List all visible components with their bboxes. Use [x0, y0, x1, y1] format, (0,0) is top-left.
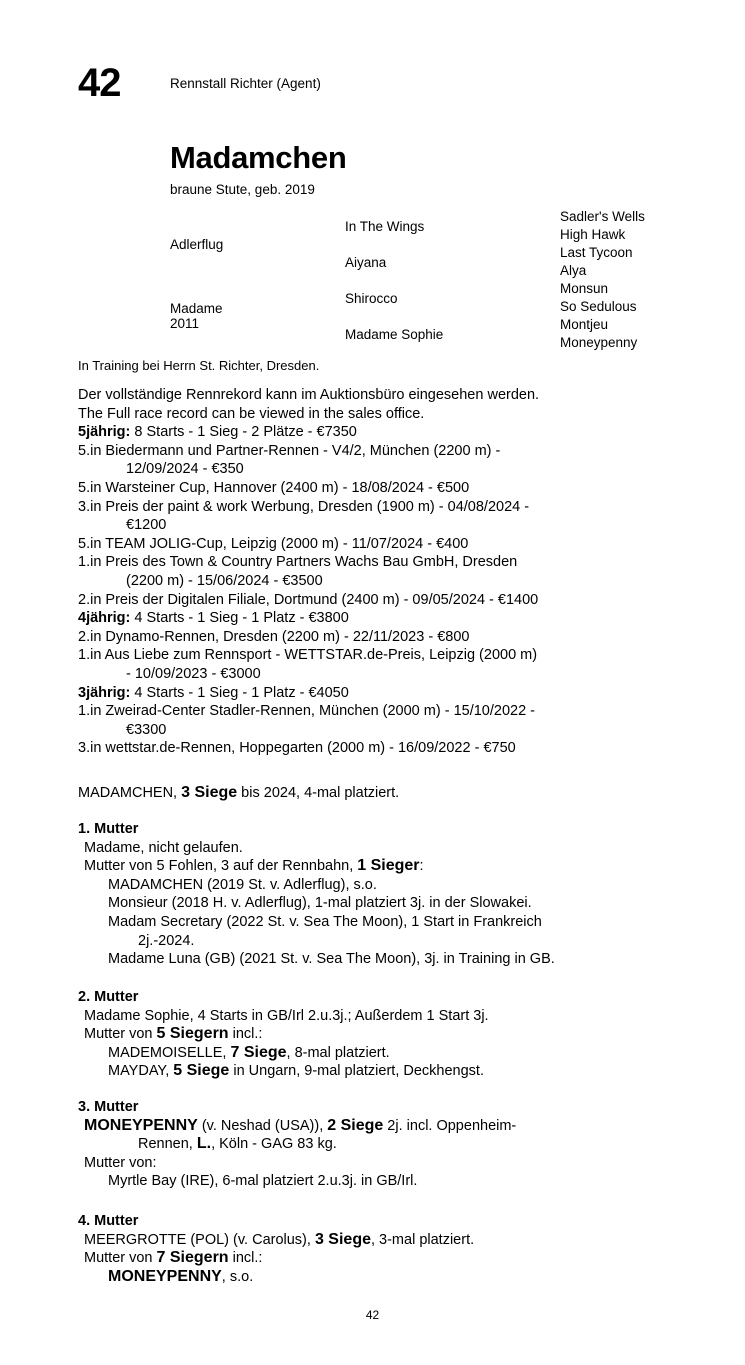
- dam-line-text: (v. Neshad (USA)),: [197, 1117, 328, 1134]
- pedigree-sire-dam: Aiyana: [345, 254, 387, 270]
- dam-line: [78, 1154, 698, 1173]
- dam-line: [78, 913, 698, 932]
- dam-line: [78, 1231, 698, 1250]
- season-summary: 4jährig: 4 Starts - 1 Sieg - 1 Platz - €3800: [78, 610, 349, 627]
- dam-section-1: [78, 820, 698, 969]
- season-summary: 3jährig: 4 Starts - 1 Sieg - 1 Platz - €4050: [78, 684, 349, 701]
- dam-line: [78, 1007, 698, 1026]
- pedigree-sire-row: [170, 208, 710, 280]
- career-summary-wins: 3 Siege: [181, 784, 238, 801]
- dam-line: [78, 876, 698, 895]
- dam-line: [78, 1135, 698, 1154]
- dam-line-text: Myrtle Bay (IRE), 6-mal platziert 2.u.3j. in GB/Irl.: [108, 1173, 418, 1190]
- race-line-continuation: - 10/09/2023 - €3000: [126, 665, 261, 682]
- career-summary-prefix: MADAMCHEN,: [78, 785, 182, 801]
- pedigree-dam-sire: Shirocco: [345, 290, 398, 306]
- dam-line: [78, 1062, 698, 1081]
- race-line: 5.in Warsteiner Cup, Hannover (2400 m) - 18/08/2024 - €500: [78, 479, 470, 496]
- race-record-note-de: Der vollständige Rennrekord kann im Auktionsbüro eingesehen werden.: [78, 387, 540, 403]
- race-line-continuation: (2200 m) - 15/06/2024 - €3500: [126, 572, 323, 589]
- career-summary-suffix: bis 2024, 4-mal platziert.: [237, 785, 400, 801]
- race-line: 3.in Preis der paint & work Werbung, Dresden (1900 m) - 04/08/2024 -: [78, 498, 530, 515]
- dam-line: [78, 1044, 698, 1063]
- dam-line-emphasis: 5 Siegern: [156, 1025, 229, 1043]
- race-line: 1.in Preis des Town & Country Partners Wachs Bau GmbH, Dresden: [78, 554, 518, 571]
- dam-line-text: , Köln - GAG 83 kg.: [211, 1136, 337, 1153]
- dam-line-text: Madame, nicht gelaufen.: [84, 839, 243, 856]
- dam-line-emphasis: MONEYPENNY: [84, 1116, 198, 1134]
- dam-line-text: incl.:: [228, 1026, 263, 1043]
- training-note: In Training bei Herrn St. Richter, Dresden.: [78, 358, 320, 373]
- dam-line-text: , s.o.: [221, 1268, 254, 1285]
- horse-name: Madamchen: [170, 140, 347, 175]
- race-line-continuation: €1200: [126, 517, 167, 534]
- dam-line: [78, 1172, 698, 1191]
- pedigree-sire-sire-dam: High Hawk: [560, 226, 626, 242]
- pedigree-sire: [170, 208, 345, 280]
- dam-line-text: 2j.-2024.: [138, 932, 195, 949]
- horse-description: braune Stute, geb. 2019: [170, 182, 315, 197]
- dam-line-emphasis: L.: [196, 1135, 212, 1153]
- dam-section-2: [78, 988, 698, 1081]
- dam-line-text: Madam Secretary (2022 St. v. Sea The Moon), 1 Start in Frankreich: [108, 913, 542, 930]
- dam-line-emphasis: 7 Siege: [230, 1043, 287, 1061]
- agent-name: Rennstall Richter (Agent): [170, 76, 321, 91]
- race-record-seasons: [78, 423, 678, 758]
- pedigree-dam-sire-dam: So Sedulous: [560, 298, 637, 314]
- dam-line-emphasis: 2 Siege: [327, 1116, 384, 1134]
- season-summary: 5jährig: 8 Starts - 1 Sieg - 2 Plätze - €7350: [78, 424, 357, 441]
- dam-line: [78, 950, 698, 969]
- lot-number: 42: [78, 61, 121, 105]
- race-line: 1.in Zweirad-Center Stadler-Rennen, München (2000 m) - 15/10/2022 -: [78, 703, 535, 720]
- race-line: 5.in Biedermann und Partner-Rennen - V4/2, München (2200 m) -: [78, 442, 501, 459]
- dam-line-text: 2j. incl. Oppenheim-: [383, 1117, 517, 1134]
- dam-line: [78, 894, 698, 913]
- pedigree-dam-dam-sire: Montjeu: [560, 317, 609, 332]
- dam-line-text: Madame Luna (GB) (2021 St. v. Sea The Moon), 3j. in Training in GB.: [108, 951, 555, 968]
- dam-line-emphasis: 1 Sieger: [357, 857, 420, 875]
- race-line: 5.in TEAM JOLIG-Cup, Leipzig (2000 m) - 11/07/2024 - €400: [78, 535, 469, 552]
- pedigree-sire-parents: [345, 208, 560, 280]
- race-line: 1.in Aus Liebe zum Rennsport - WETTSTAR.de-Preis, Leipzig (2000 m): [78, 647, 538, 664]
- dam-title: 3. Mutter: [78, 1099, 139, 1115]
- dam-line-text: MAYDAY,: [108, 1063, 174, 1080]
- season-label: 4jährig:: [78, 610, 131, 627]
- dam-line-emphasis: MONEYPENNY: [108, 1267, 222, 1285]
- dam-line-text: Rennen,: [138, 1136, 197, 1153]
- dam-title: 2. Mutter: [78, 989, 139, 1005]
- dam-line-text: Madame Sophie, 4 Starts in GB/Irl 2.u.3j.; Außerdem 1 Start 3j.: [84, 1007, 489, 1024]
- pedigree-sire-sire: In The Wings: [345, 218, 425, 234]
- pedigree-dam-sire-sire: Monsun: [560, 281, 609, 296]
- race-line-continuation: €3300: [126, 721, 167, 738]
- dam-title: 1. Mutter: [78, 821, 139, 837]
- dam-line: [78, 839, 698, 858]
- season-label: 5jährig:: [78, 424, 131, 441]
- dam-line-text: MADAMCHEN (2019 St. v. Adlerflug), s.o.: [108, 876, 377, 893]
- dam-line-text: in Ungarn, 9-mal platziert, Deckhengst.: [229, 1063, 484, 1080]
- dam-line-text: Monsieur (2018 H. v. Adlerflug), 1-mal platziert 3j. in der Slowakei.: [108, 895, 532, 912]
- pedigree-dam-dam-dam: Moneypenny: [560, 334, 638, 350]
- season-label: 3jährig:: [78, 684, 131, 701]
- pedigree-sire-label: Adlerflug: [170, 236, 224, 252]
- dam-line: [78, 857, 698, 876]
- dam-line: [78, 1117, 698, 1136]
- race-record-note-en: The Full race record can be viewed in the sales office.: [78, 405, 425, 422]
- race-line-continuation: 12/09/2024 - €350: [126, 461, 244, 478]
- pedigree-dam-parents: [345, 280, 560, 352]
- dam-line-text: Mutter von: [84, 1250, 157, 1267]
- career-summary: [78, 784, 399, 802]
- dam-line-text: :: [419, 858, 424, 875]
- dam-section-3: [78, 1098, 698, 1191]
- pedigree-dam-label: Madame: [170, 301, 223, 316]
- dam-line-text: MADEMOISELLE,: [108, 1044, 231, 1061]
- race-line: 2.in Dynamo-Rennen, Dresden (2200 m) - 22/11/2023 - €800: [78, 628, 470, 645]
- pedigree-dam: [170, 280, 345, 352]
- pedigree-sire-dam-dam: Alya: [560, 262, 587, 278]
- dam-line-emphasis: 3 Siege: [314, 1230, 371, 1248]
- pedigree-dam-row: [170, 280, 710, 352]
- dam-line-emphasis: 5 Siege: [173, 1062, 230, 1080]
- pedigree-dam-year: 2011: [170, 316, 200, 331]
- pedigree-sire-grandparents: [560, 208, 710, 280]
- pedigree-dam-grandparents: [560, 280, 710, 352]
- dam-line: [78, 1249, 698, 1268]
- pedigree-dam-dam: Madame Sophie: [345, 326, 444, 342]
- dam-line-text: Mutter von:: [84, 1154, 157, 1171]
- pedigree-sire-sire-sire: Sadler's Wells: [560, 209, 645, 224]
- dam-line-text: , 8-mal platziert.: [286, 1044, 390, 1061]
- dam-line-text: , 3-mal platziert.: [370, 1231, 475, 1248]
- pedigree-table: [170, 208, 710, 352]
- dam-line-text: MEERGROTTE (POL) (v. Carolus),: [84, 1231, 315, 1248]
- dam-line: [78, 1268, 698, 1287]
- dam-line: [78, 1025, 698, 1044]
- dam-line: [78, 932, 698, 951]
- page-footer: 42: [365, 1308, 380, 1322]
- dam-line-text: incl.:: [228, 1250, 263, 1267]
- race-line: 2.in Preis der Digitalen Filiale, Dortmund (2400 m) - 09/05/2024 - €1400: [78, 591, 539, 608]
- dam-title: 4. Mutter: [78, 1213, 139, 1229]
- dam-line-emphasis: 7 Siegern: [156, 1249, 229, 1267]
- pedigree-sire-dam-sire: Last Tycoon: [560, 245, 633, 260]
- dam-section-4: [78, 1212, 698, 1286]
- race-record: [78, 386, 678, 758]
- dam-line-text: Mutter von: [84, 1026, 157, 1043]
- dam-line-text: Mutter von 5 Fohlen, 3 auf der Rennbahn,: [84, 858, 358, 875]
- race-line: 3.in wettstar.de-Rennen, Hoppegarten (2000 m) - 16/09/2022 - €750: [78, 740, 516, 757]
